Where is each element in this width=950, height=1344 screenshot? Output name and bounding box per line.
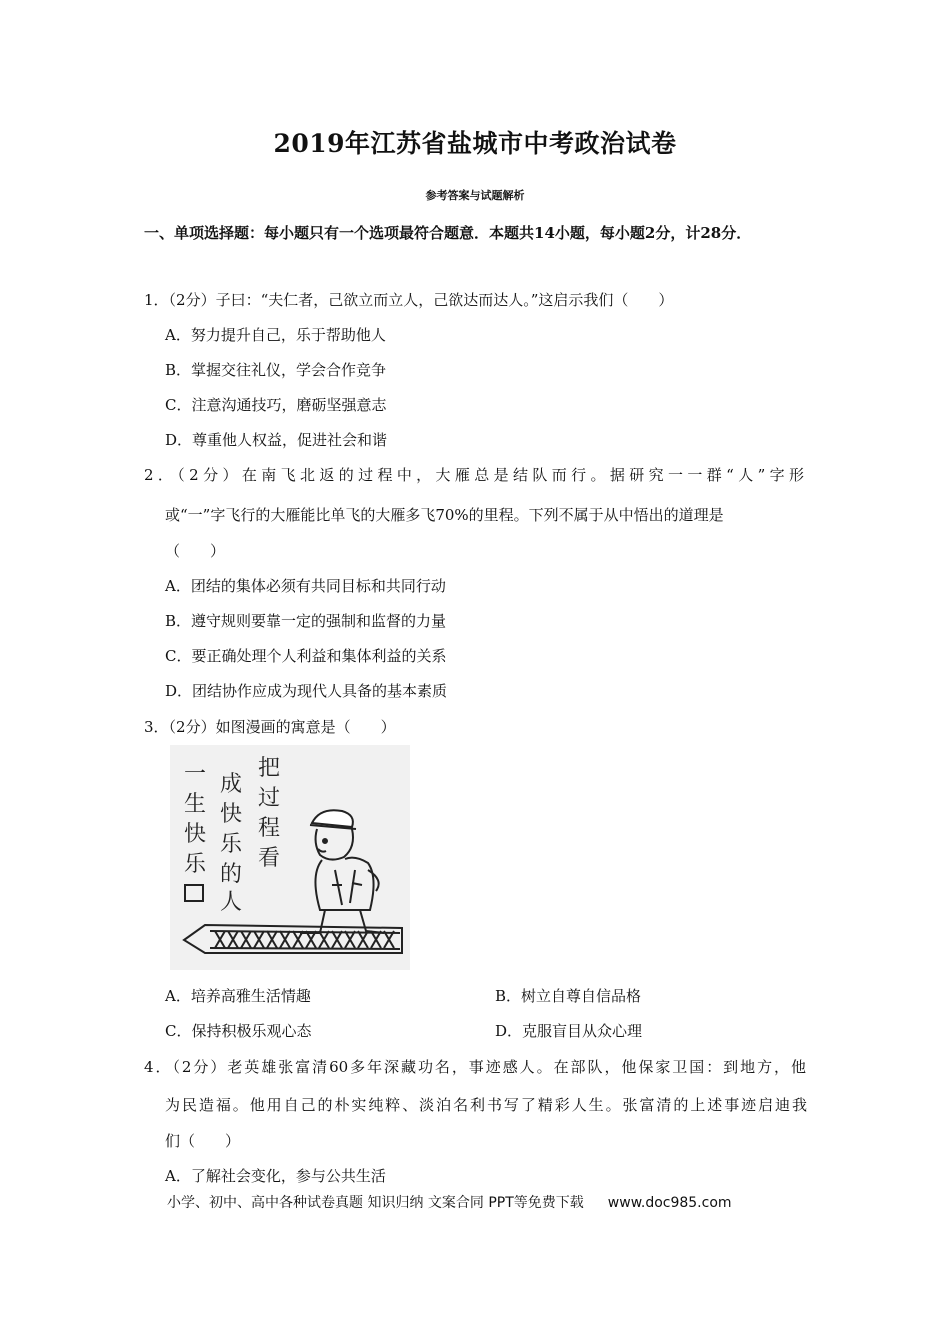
cartoon-text-col2-3: 乐 bbox=[220, 832, 243, 857]
cartoon-text-col2-5: 人 bbox=[220, 890, 243, 915]
question-3-option-d: D．克服盲目从众心理 bbox=[495, 1022, 643, 1040]
question-1-stem: 1．（2分）子曰：“夫仁者，己欲立而立人，己欲达而达人。”这启示我们（ ） bbox=[144, 291, 674, 309]
question-4-stem-line-2: 为民造福。他用自己的朴实纯粹、淡泊名利书写了精彩人生。张富清的上述事迹启迪我 bbox=[165, 1096, 807, 1114]
question-3-option-b: B．树立自尊自信品格 bbox=[495, 987, 642, 1005]
question-2-stem-line-1: 2．（2分）在南飞北返的过程中，大雁总是结队而行。据研究一一群“人”字形 bbox=[144, 466, 804, 484]
cartoon-text-col3-3: 程 bbox=[258, 816, 281, 841]
cartoon-image bbox=[170, 745, 410, 970]
section-heading: 一、单项选择题：每小题只有一个选项最符合题意．本题共14小题，每小题2分，计28分． bbox=[144, 224, 752, 242]
cartoon-text-col1-3: 快 bbox=[184, 822, 207, 847]
question-3-option-a: A．培养高雅生活情趣 bbox=[165, 987, 311, 1005]
question-1-option-a: A．努力提升自己，乐于帮助他人 bbox=[165, 326, 386, 344]
cartoon-text-col2-2: 快 bbox=[220, 802, 243, 827]
question-2-option-c: C．要正确处理个人利益和集体利益的关系 bbox=[165, 647, 447, 665]
question-2-option-d: D．团结协作应成为现代人具备的基本素质 bbox=[165, 682, 448, 700]
page-title: 2019年江苏省盐城市中考政治试卷 bbox=[273, 129, 677, 158]
question-4-stem-line-1: 4．（2分）老英雄张富清60多年深藏功名，事迹感人。在部队，他保家卫国：到地方，他 bbox=[144, 1058, 806, 1076]
question-2-stem-line-2: 或“一”字飞行的大雁能比单飞的大雁多飞70%的里程。下列不属于从中悟出的道理是 bbox=[165, 506, 724, 524]
cartoon-text-col2-1: 成 bbox=[220, 772, 243, 797]
cartoon-text-col3-2: 过 bbox=[258, 786, 281, 811]
cartoon-text-col1-1: 一 bbox=[184, 762, 207, 787]
question-4-stem-line-3: 们（ ） bbox=[165, 1132, 241, 1150]
question-1-option-c: C．注意沟通技巧，磨砺坚强意志 bbox=[165, 396, 387, 414]
cartoon-text-col3-4: 看 bbox=[258, 846, 281, 871]
question-4-option-a: A．了解社会变化，参与公共生活 bbox=[165, 1167, 386, 1185]
page-subtitle: 参考答案与试题解析 bbox=[425, 189, 525, 202]
question-2-option-b: B．遵守规则要靠一定的强制和监督的力量 bbox=[165, 612, 447, 630]
footer-url-link[interactable]: www.doc985.com bbox=[607, 1195, 732, 1211]
question-2-stem-line-3: （ ） bbox=[165, 542, 226, 560]
cartoon-text-col3-1: 把 bbox=[258, 756, 281, 781]
question-2-option-a: A．团结的集体必须有共同目标和共同行动 bbox=[165, 577, 446, 595]
question-3-option-c: C．保持积极乐观心态 bbox=[165, 1022, 312, 1040]
cartoon-text-col1-4: 乐 bbox=[184, 852, 207, 877]
question-1-option-d: D．尊重他人权益，促进社会和谐 bbox=[165, 431, 388, 449]
cartoon-text-col1-2: 生 bbox=[184, 792, 207, 817]
question-1-option-b: B．掌握交往礼仪，学会合作竞争 bbox=[165, 361, 387, 379]
footer-text: 小学、初中、高中各种试卷真题 知识归纳 文案合同 PPT等免费下载 bbox=[167, 1195, 584, 1211]
cartoon-text-col2-4: 的 bbox=[220, 862, 243, 887]
question-3-stem: 3．（2分）如图漫画的寓意是（ ） bbox=[144, 718, 396, 736]
page-footer bbox=[167, 1192, 732, 1212]
